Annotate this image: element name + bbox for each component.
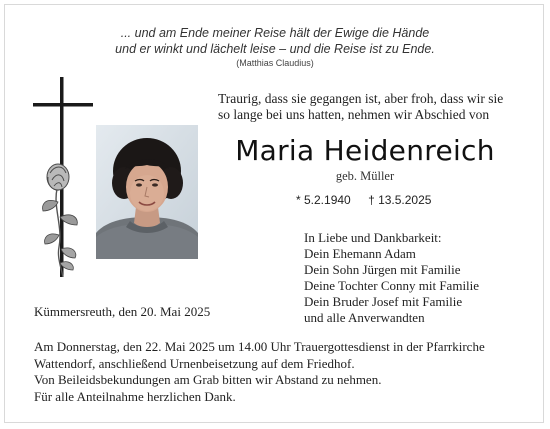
funeral-info [34, 339, 534, 405]
quote-line-2: und er winkt und lächelt leise – und die Reise ist zu Ende. [115, 42, 435, 56]
info-line: Wattendorf, anschließend Urnenbeisetzung auf dem Friedhof. [34, 355, 355, 371]
info-line: Am Donnerstag, den 22. Mai 2025 um 14.00 Uhr Trauergottesdienst in der Pfarrkirche [34, 339, 485, 354]
death-date: † 13.5.2025 [368, 193, 432, 207]
place-date: Kümmersreuth, den 20. Mai 2025 [34, 304, 211, 319]
mourner-line: Deine Tochter Conny mit Familie [304, 278, 480, 293]
birth-date: * 5.2.1940 [296, 193, 351, 207]
mourner-line: Dein Sohn Jürgen mit Familie [304, 262, 461, 277]
intro-line-2: so lange bei uns hatten, nehmen wir Abschied von [218, 107, 490, 122]
mourner-line: und alle Anverwandten [304, 310, 425, 325]
cross-with-rose-icon [33, 77, 95, 277]
mourner-line: Dein Ehemann Adam [304, 246, 416, 261]
portrait-photo [96, 125, 198, 259]
life-dates [296, 193, 516, 207]
intro-line-1: Traurig, dass sie gegangen ist, aber froh, dass wir sie [218, 91, 504, 106]
maiden-name: geb. Müller [335, 169, 395, 183]
mourner-line: Dein Bruder Josef mit Familie [304, 294, 463, 309]
mourners-heading: In Liebe und Dankbarkeit: [304, 230, 442, 245]
mourners-list [304, 230, 544, 326]
info-line: Für alle Anteilnahme herzlichen Dank. [34, 388, 236, 404]
quote-line-1: ... und am Ende meiner Reise hält der Ewige die Hände [120, 26, 430, 40]
info-line: Von Beileidsbekundungen am Grab bitten wir Abstand zu nehmen. [34, 372, 382, 387]
quote-author: (Matthias Claudius) [236, 58, 314, 68]
deceased-name: Maria Heidenreich [235, 134, 495, 167]
